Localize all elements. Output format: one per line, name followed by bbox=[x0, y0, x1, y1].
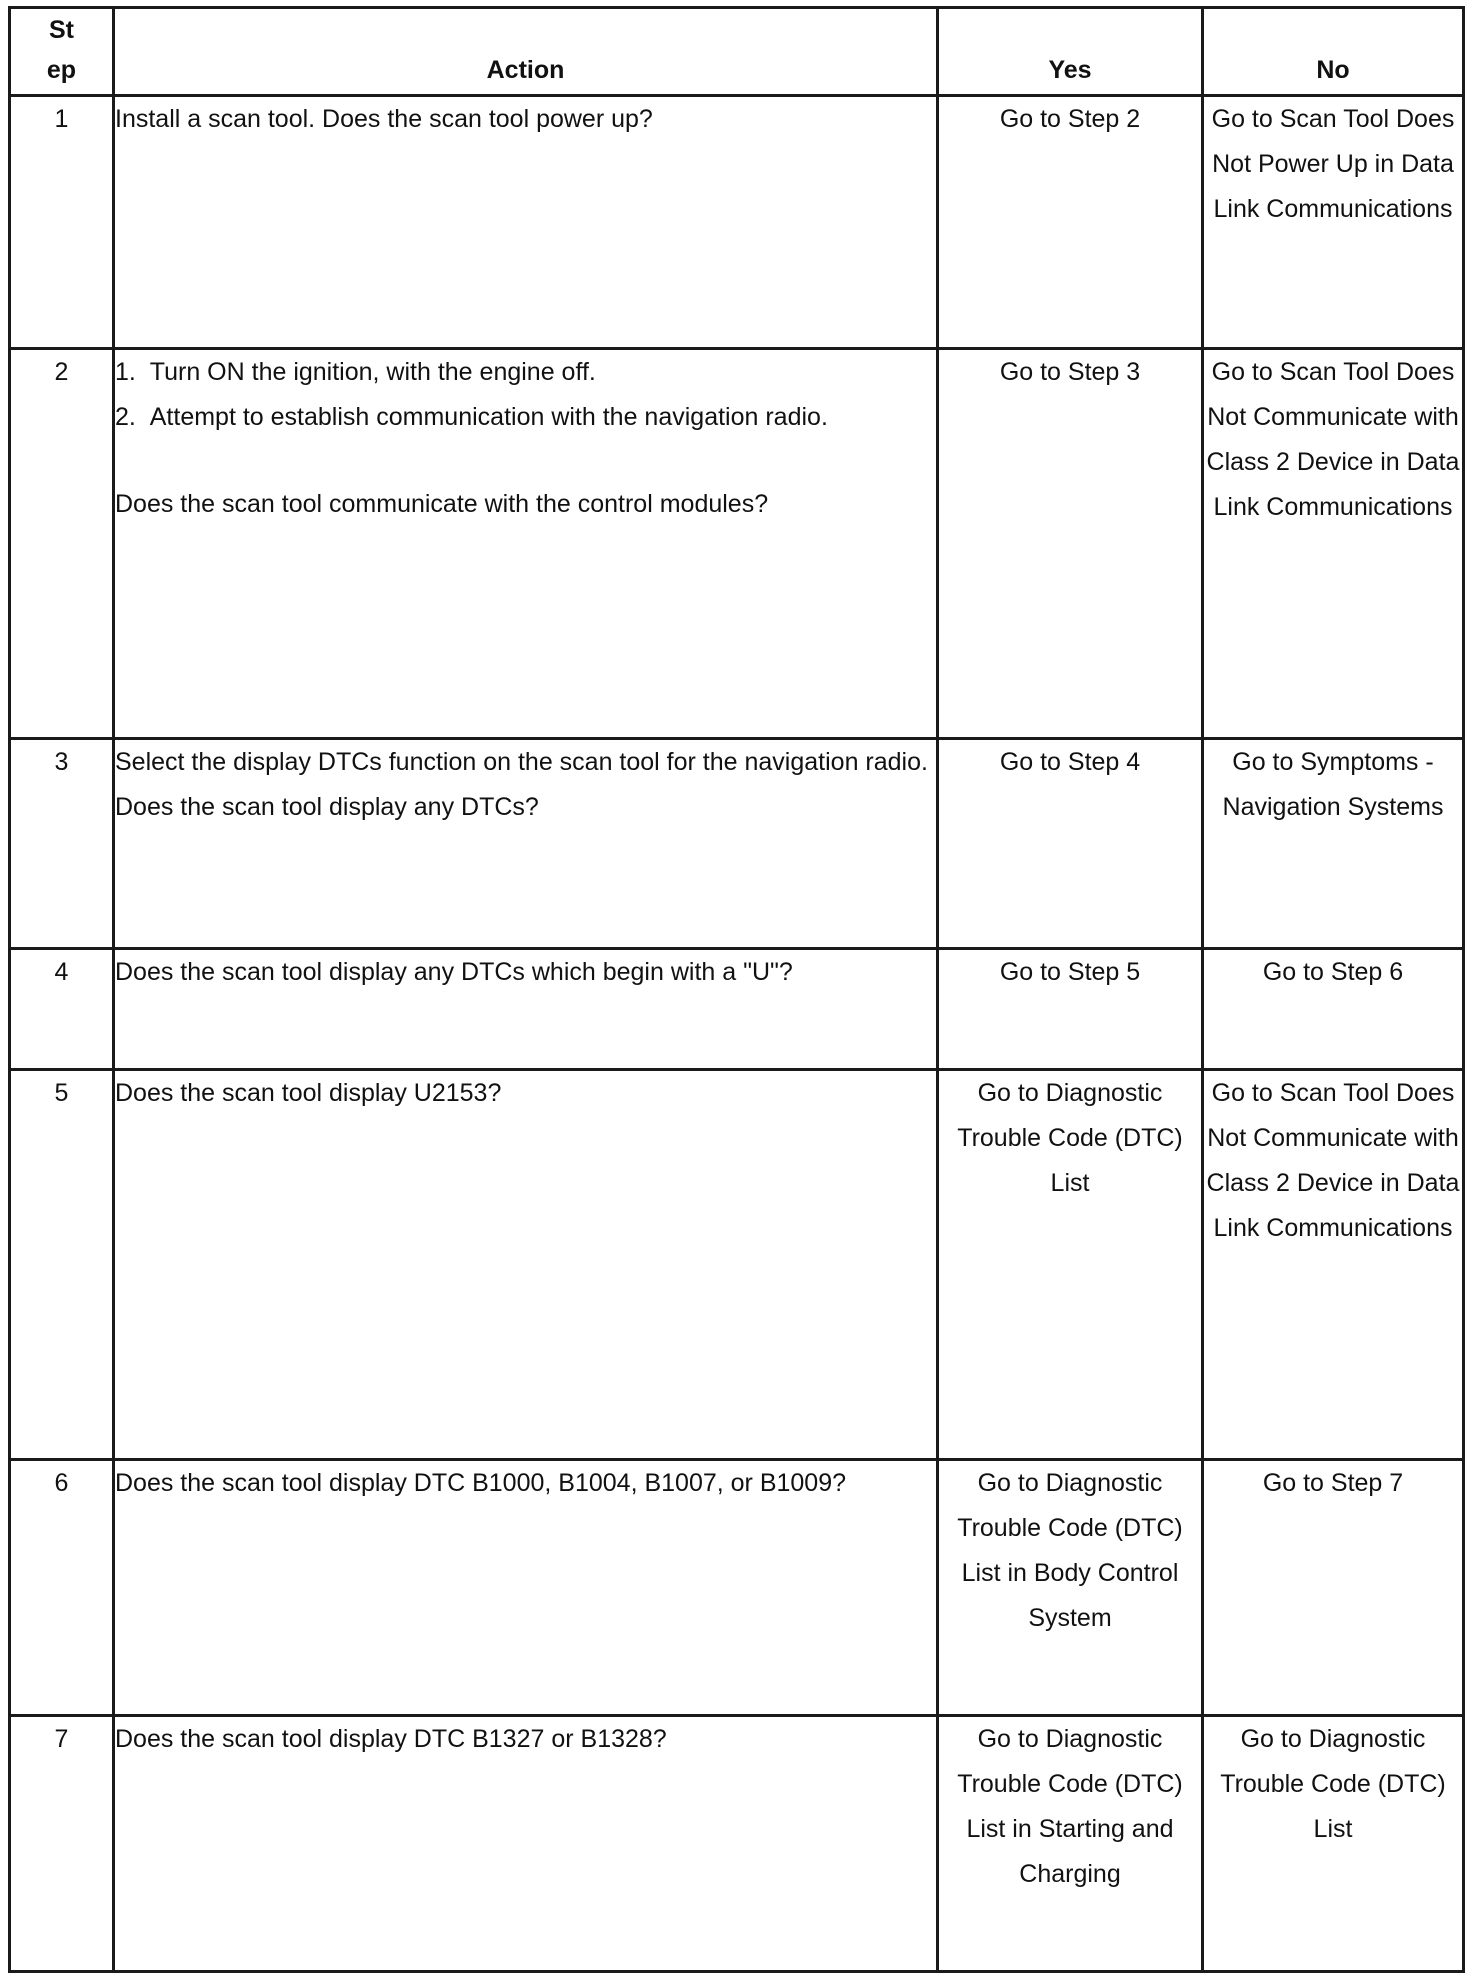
action-text: Select the display DTCs function on the scan tool for the navigation radio. Does the scan tool display any DTCs? bbox=[115, 748, 928, 821]
yes-cell: Go to Step 3 bbox=[938, 349, 1203, 739]
action-list-item: 1. Turn ON the ignition, with the engine off. bbox=[115, 358, 596, 386]
action-cell bbox=[114, 949, 938, 1070]
action-cell bbox=[114, 1460, 938, 1716]
action-question: Does the scan tool communicate with the control modules? bbox=[115, 490, 769, 518]
no-cell: Go to Scan Tool Does Not Communicate with Class 2 Device in Data Link Communications bbox=[1203, 1070, 1464, 1460]
header-step bbox=[10, 8, 114, 96]
action-list-item: 2. Attempt to establish communication with the navigation radio. bbox=[115, 403, 828, 431]
header-yes: Yes bbox=[938, 8, 1203, 96]
header-row bbox=[10, 8, 1464, 96]
table-row bbox=[10, 1716, 1464, 1972]
header-step-line2: ep bbox=[46, 56, 77, 84]
step-number: 6 bbox=[10, 1460, 114, 1716]
action-text: Does the scan tool display DTC B1327 or B1328? bbox=[115, 1725, 667, 1753]
diagnostic-table bbox=[8, 6, 1465, 1973]
no-cell: Go to Scan Tool Does Not Communicate with Class 2 Device in Data Link Communications bbox=[1203, 349, 1464, 739]
table-row bbox=[10, 739, 1464, 949]
table-row bbox=[10, 1460, 1464, 1716]
table-row bbox=[10, 949, 1464, 1070]
no-cell: Go to Diagnostic Trouble Code (DTC) List bbox=[1203, 1716, 1464, 1972]
no-cell: Go to Step 6 bbox=[1203, 949, 1464, 1070]
action-cell bbox=[114, 349, 938, 739]
action-text: Does the scan tool display any DTCs which begin with a "U"? bbox=[115, 958, 793, 986]
action-cell bbox=[114, 1716, 938, 1972]
yes-cell: Go to Diagnostic Trouble Code (DTC) List in Body Control System bbox=[938, 1460, 1203, 1716]
yes-cell: Go to Step 2 bbox=[938, 96, 1203, 349]
action-text: Does the scan tool display DTC B1000, B1004, B1007, or B1009? bbox=[115, 1469, 847, 1497]
no-cell: Go to Symptoms - Navigation Systems bbox=[1203, 739, 1464, 949]
action-cell bbox=[114, 1070, 938, 1460]
table-row bbox=[10, 96, 1464, 349]
table-row bbox=[10, 1070, 1464, 1460]
step-number: 5 bbox=[10, 1070, 114, 1460]
action-text: Install a scan tool. Does the scan tool power up? bbox=[115, 105, 653, 133]
yes-cell: Go to Step 4 bbox=[938, 739, 1203, 949]
step-number: 2 bbox=[10, 349, 114, 739]
action-text: Does the scan tool display U2153? bbox=[115, 1079, 502, 1107]
step-number: 7 bbox=[10, 1716, 114, 1972]
header-action: Action bbox=[114, 8, 938, 96]
no-cell: Go to Step 7 bbox=[1203, 1460, 1464, 1716]
header-no: No bbox=[1203, 8, 1464, 96]
action-cell bbox=[114, 96, 938, 349]
action-cell bbox=[114, 739, 938, 949]
step-number: 4 bbox=[10, 949, 114, 1070]
yes-cell: Go to Diagnostic Trouble Code (DTC) List bbox=[938, 1070, 1203, 1460]
table-row bbox=[10, 349, 1464, 739]
yes-cell: Go to Diagnostic Trouble Code (DTC) List in Starting and Charging bbox=[938, 1716, 1203, 1972]
step-number: 1 bbox=[10, 96, 114, 349]
header-step-line1: St bbox=[49, 16, 74, 44]
yes-cell: Go to Step 5 bbox=[938, 949, 1203, 1070]
no-cell: Go to Scan Tool Does Not Power Up in Data Link Communications bbox=[1203, 96, 1464, 349]
step-number: 3 bbox=[10, 739, 114, 949]
